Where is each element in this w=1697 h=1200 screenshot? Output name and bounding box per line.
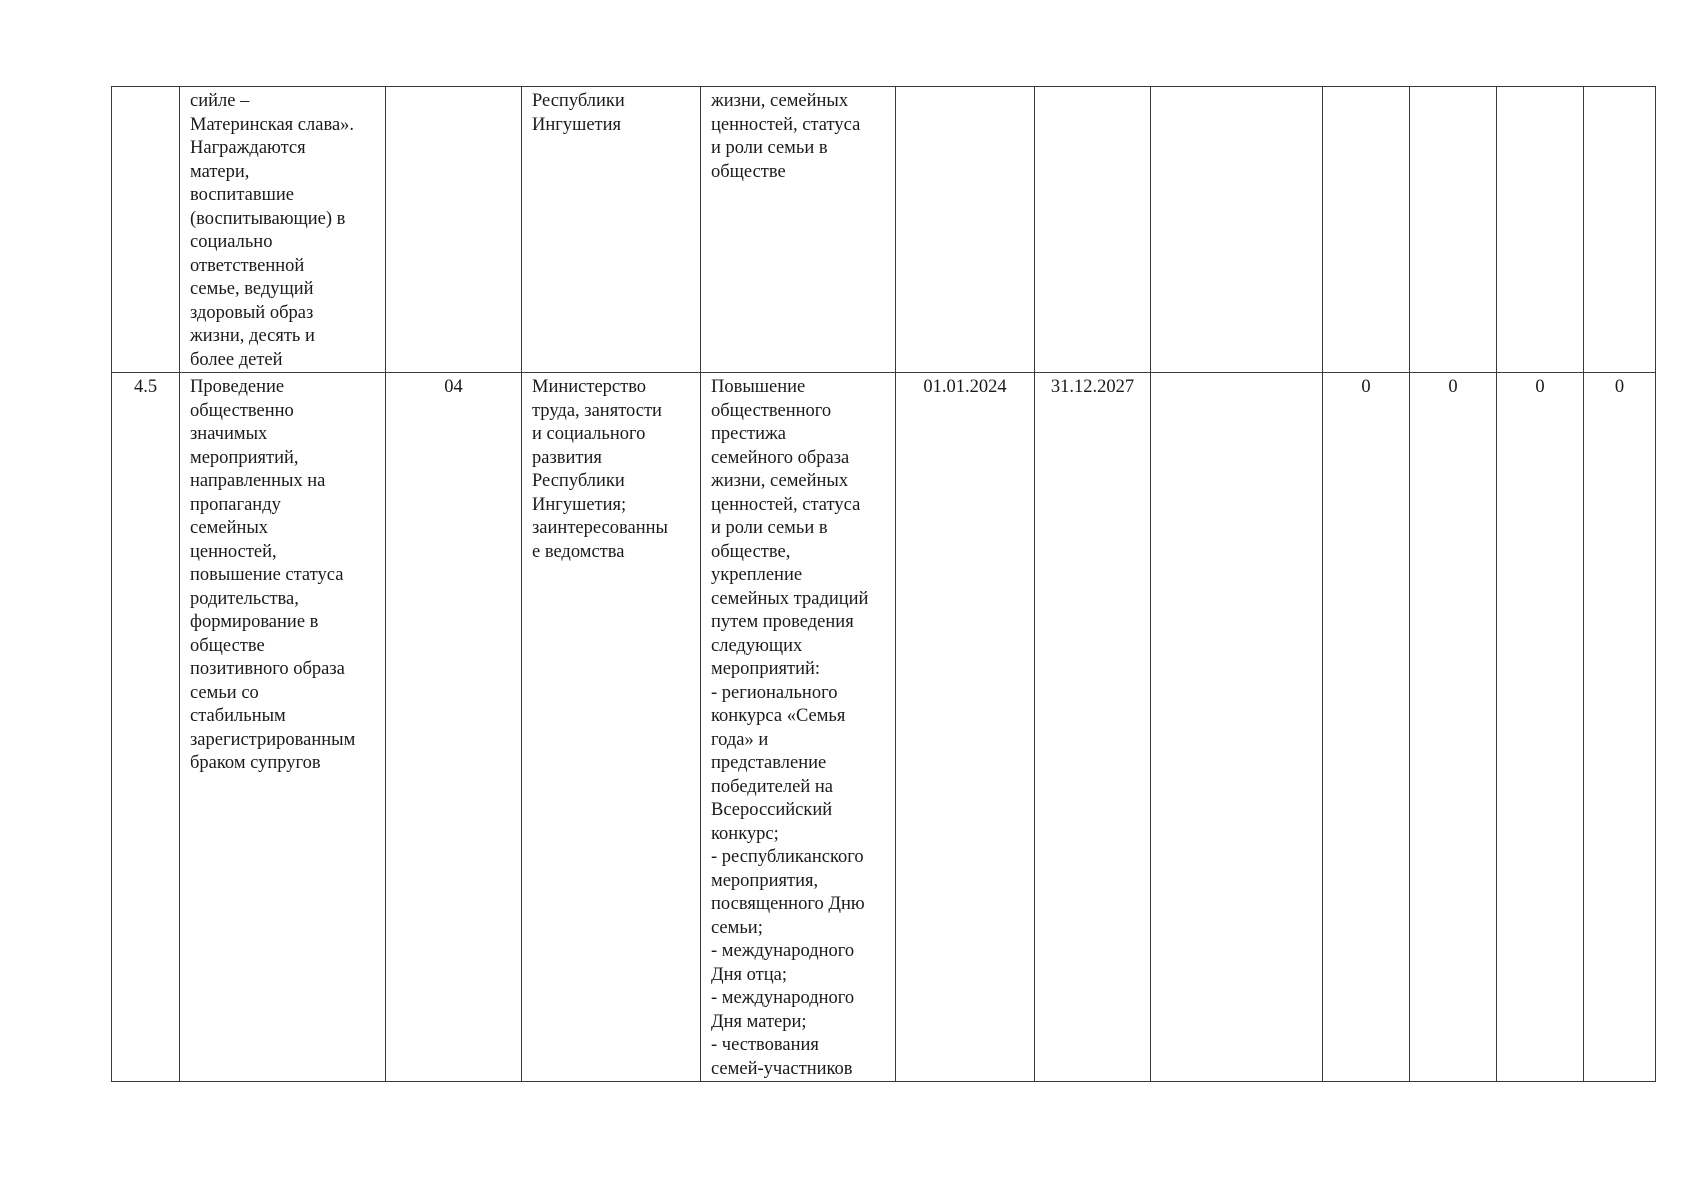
cell-value-1: 0	[1323, 373, 1410, 1082]
table-row-continued	[112, 87, 1656, 373]
cell-end-date	[1035, 87, 1151, 373]
cell-number: 4.5	[112, 373, 180, 1082]
cell-end-date: 31.12.2027	[1035, 373, 1151, 1082]
cell-name: Проведение общественно значимых мероприятий, направленных на пропаганду семейных ценностей, повышение статуса родительства, формирование в обществе позитивного образа семьи со стабильным зарегистрированным браком супругов	[180, 373, 386, 1082]
cell-name: сийле – Материнская слава». Награждаются матери, воспитавшие (воспитывающие) в социально ответственной семье, ведущий здоровый образ жизни, десять и более детей	[180, 87, 386, 373]
cell-value-2	[1410, 87, 1497, 373]
cell-indicator	[1151, 87, 1323, 373]
cell-number	[112, 87, 180, 373]
cell-start-date: 01.01.2024	[896, 373, 1035, 1082]
cell-value-3	[1497, 87, 1584, 373]
cell-code: 04	[386, 373, 522, 1082]
table-row-4-5	[112, 373, 1656, 1082]
cell-start-date	[896, 87, 1035, 373]
cell-code	[386, 87, 522, 373]
cell-result: жизни, семейных ценностей, статуса и роли семьи в обществе	[701, 87, 896, 373]
cell-executor: Республики Ингушетия	[522, 87, 701, 373]
cell-result: Повышение общественного престижа семейного образа жизни, семейных ценностей, статуса и роли семьи в обществе, укрепление семейных традиций путем проведения следующих мероприятий: - регионального конкурса «Семья года» и представление победителей на Всероссийский конкурс; - республиканского мероприятия, посвященного Дню семьи; - международного Дня отца; - международного Дня матери; - чествования семей-участников	[701, 373, 896, 1082]
program-table	[111, 86, 1656, 1082]
cell-indicator	[1151, 373, 1323, 1082]
cell-value-1	[1323, 87, 1410, 373]
cell-executor: Министерство труда, занятости и социального развития Республики Ингушетия; заинтересованны е ведомства	[522, 373, 701, 1082]
cell-value-2: 0	[1410, 373, 1497, 1082]
cell-value-4: 0	[1584, 373, 1656, 1082]
cell-value-3: 0	[1497, 373, 1584, 1082]
cell-value-4	[1584, 87, 1656, 373]
